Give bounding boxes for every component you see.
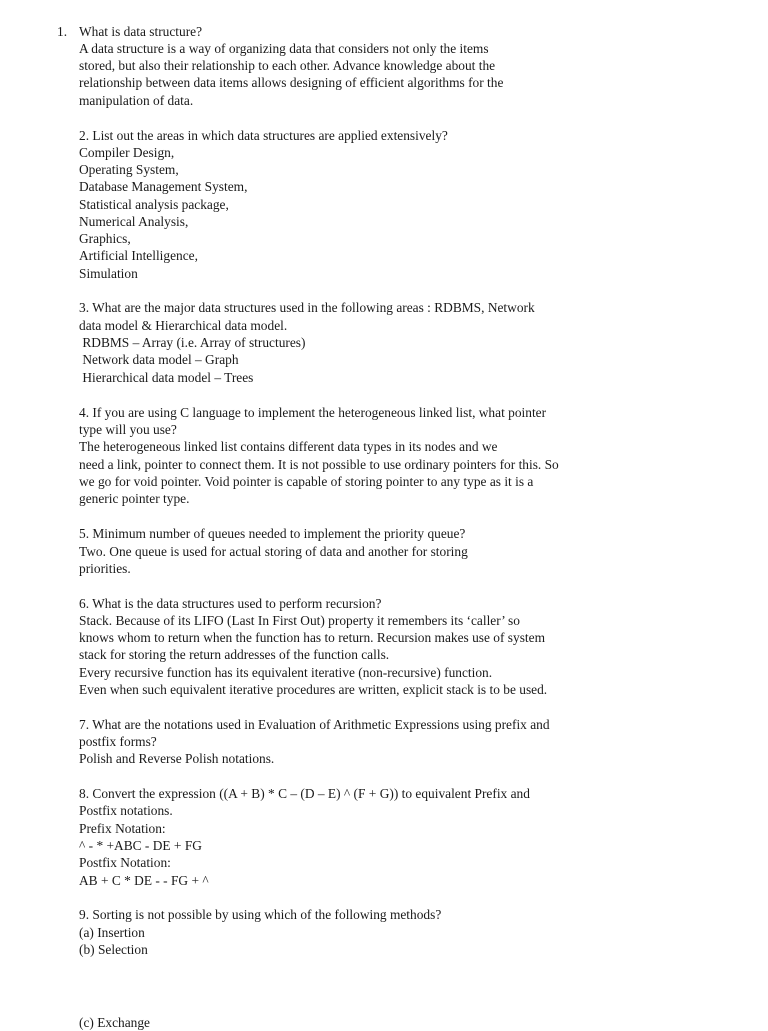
q5-answer-line: priorities. — [79, 561, 131, 576]
q1-question: What is data structure? — [79, 24, 203, 39]
q2-answer-line: Compiler Design, — [79, 145, 175, 160]
q6-answer-line: Stack. Because of its LIFO (Last In First Out) property it remembers its ‘caller’ so — [79, 613, 520, 628]
q3-question-line: 3. What are the major data structures used in the following areas : RDBMS, Network — [79, 300, 535, 315]
q6-answer-line: stack for storing the return addresses of the function calls. — [79, 647, 390, 662]
q7-question-line: postfix forms? — [79, 734, 157, 749]
q8-question-line: Postfix notations. — [79, 803, 173, 818]
q5-answer-line: Two. One queue is used for actual storing of data and another for storing — [79, 544, 468, 559]
q8-answer-line: AB + C * DE - - FG + ^ — [79, 873, 209, 888]
q6-answer-line: Even when such equivalent iterative procedures are written, explicit stack is to be used. — [79, 682, 548, 697]
q4-answer-line: need a link, pointer to connect them. It is not possible to use ordinary pointers for this. So — [79, 457, 559, 472]
q3-answer-line: Hierarchical data model – Trees — [79, 370, 254, 385]
q2-answer-line: Numerical Analysis, — [79, 214, 189, 229]
q7-question-line: 7. What are the notations used in Evaluation of Arithmetic Expressions using prefix and — [79, 717, 550, 732]
q1-number: 1. — [57, 24, 68, 39]
q2-answer-line: Graphics, — [79, 231, 131, 246]
q2-answer-line: Simulation — [79, 266, 138, 281]
q9-option: (a) Insertion — [79, 925, 145, 940]
q3-answer-line: Network data model – Graph — [79, 352, 239, 367]
q2-question: 2. List out the areas in which data structures are applied extensively? — [79, 128, 448, 143]
q6-answer-line: Every recursive function has its equivalent iterative (non-recursive) function. — [79, 665, 493, 680]
q8-question-line: 8. Convert the expression ((A + B) * C – (D – E) ^ (F + G)) to equivalent Prefix and — [79, 786, 530, 801]
q9-option-cut-off: (c) Exchange — [79, 1015, 151, 1030]
q5-question: 5. Minimum number of queues needed to implement the priority queue? — [79, 526, 466, 541]
q3-question-line: data model & Hierarchical data model. — [79, 318, 288, 333]
q6-question: 6. What is the data structures used to perform recursion? — [79, 596, 382, 611]
q4-question-line: type will you use? — [79, 422, 177, 437]
q8-answer-line: ^ - * +ABC - DE + FG — [79, 838, 202, 853]
q2-answer-line: Database Management System, — [79, 179, 248, 194]
q1-answer-line: relationship between data items allows designing of efficient algorithms for the — [79, 75, 504, 90]
q8-answer-line: Prefix Notation: — [79, 821, 166, 836]
q2-answer-line: Artificial Intelligence, — [79, 248, 198, 263]
q9-option: (b) Selection — [79, 942, 148, 957]
q1-answer-line: A data structure is a way of organizing data that considers not only the items — [79, 41, 489, 56]
q1-answer-line: manipulation of data. — [79, 93, 194, 108]
q8-answer-line: Postfix Notation: — [79, 855, 171, 870]
q3-answer-line: RDBMS – Array (i.e. Array of structures) — [79, 335, 306, 350]
q4-question-line: 4. If you are using C language to implement the heterogeneous linked list, what pointer — [79, 405, 547, 420]
q2-answer-line: Operating System, — [79, 162, 179, 177]
q4-answer-line: generic pointer type. — [79, 491, 190, 506]
q2-answer-line: Statistical analysis package, — [79, 197, 229, 212]
q4-answer-line: The heterogeneous linked list contains different data types in its nodes and we — [79, 439, 498, 454]
q4-answer-line: we go for void pointer. Void pointer is capable of storing pointer to any type as it is a — [79, 474, 534, 489]
q6-answer-line: knows whom to return when the function has to return. Recursion makes use of system — [79, 630, 545, 645]
q1-answer-line: stored, but also their relationship to each other. Advance knowledge about the — [79, 58, 496, 73]
q7-answer-line: Polish and Reverse Polish notations. — [79, 751, 275, 766]
q9-question: 9. Sorting is not possible by using which of the following methods? — [79, 907, 442, 922]
